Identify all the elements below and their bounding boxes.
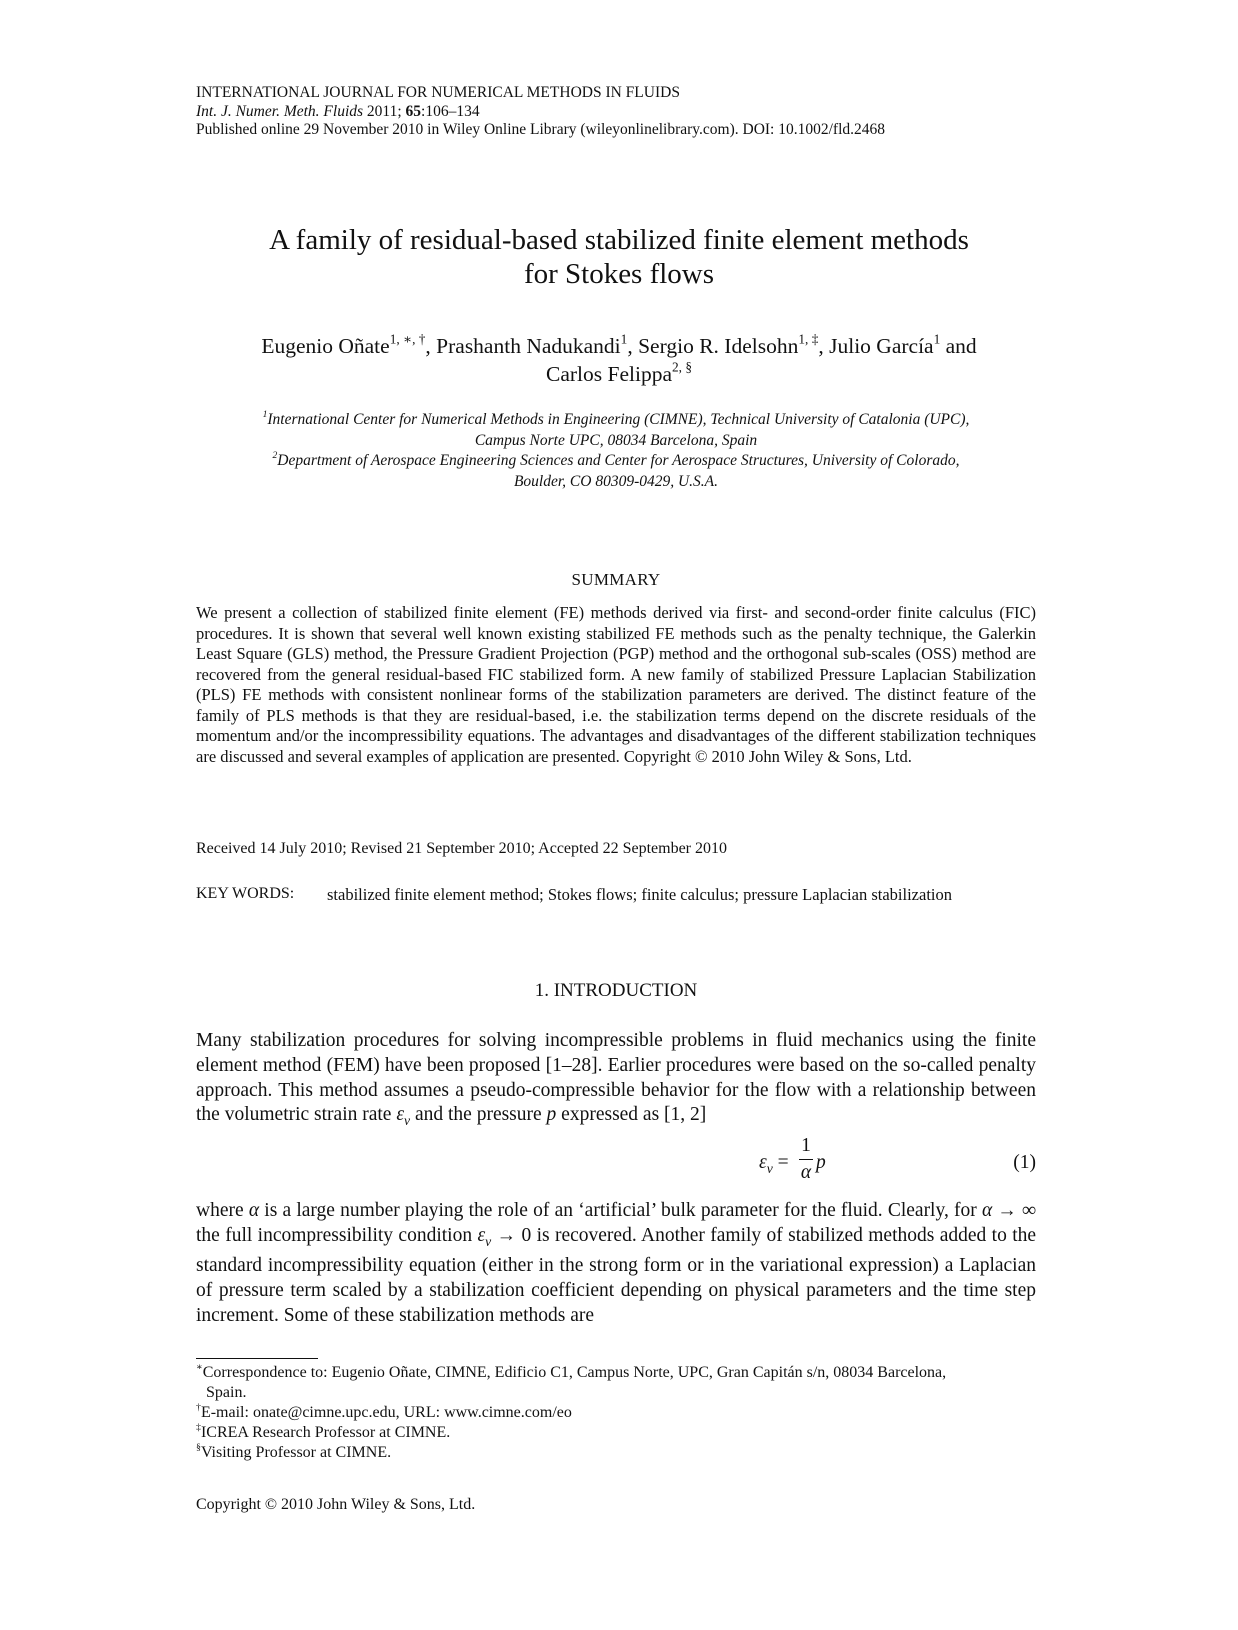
paper-title [150,223,1088,291]
symbol-to-zero: → 0 [491,1224,532,1246]
authors-line-1 [150,332,1088,360]
equation-epsilon: ε [759,1152,767,1173]
author-onate: Eugenio Oñate [261,334,390,358]
equation-lhs [759,1152,789,1177]
copyright-notice: Copyright © 2010 John Wiley & Sons, Ltd. [196,1496,476,1513]
footnote-1-mark: ∗ [196,1361,203,1373]
intro-p1-text-c: expressed as [1, 2] [556,1104,707,1126]
footnote-correspondence-cont: Spain. [206,1384,247,1401]
symbol-p: p [546,1104,557,1126]
author-felippa-marks: 2, § [672,359,692,375]
keywords-label: KEY WORDS: [196,885,295,902]
summary-heading: SUMMARY [571,570,661,589]
intro-p2-text-c: the full incompressibility condition [196,1224,478,1246]
author-felippa: Carlos Felippa [546,362,672,386]
affiliation-2-line-1: Department of Aerospace Engineering Sciences and Center for Aerospace Structures, University of Colorado, [277,452,960,469]
author-garcia-marks: 1 [933,331,941,347]
affiliation-2-line-2: Boulder, CO 80309-0429, U.S.A. [513,472,719,490]
symbol-alpha-to-infinity: α → ∞ [981,1200,1037,1221]
affiliations [196,410,1036,492]
intro-p1-text-b: and the pressure [410,1104,547,1126]
citation-volume: 65 [405,102,422,120]
equation-equals: = [772,1152,789,1173]
symbol-epsilon-v: ε [396,1104,405,1126]
authors-and: and [940,334,977,358]
intro-p1-text-a: Many stabilization procedures for solving incompressible problems in fluid mechanics using the finite element method (FEM) have been proposed [1–28]. Earlier procedures were based on the so-called penalty approach. This method assumes a pseudo-compressible behavior for the flow with a relationship between the volumetric strain rate [196,1030,1036,1126]
footnote-2-mark: † [196,1401,201,1413]
footnote-email [196,1403,1036,1423]
footnote-visiting [196,1443,1036,1463]
fraction-numerator: 1 [801,1135,811,1156]
affiliation-2-mark: 2 [272,450,278,462]
summary-text: We present a collection of stabilized finite element (FE) methods derived via first- and second-order finite calculus (FIC) procedures. It is shown that several well known existing stabilized FE methods such as the penalty technique, the Galerkin Least Square (GLS) method, the Pressure Gradient Projection (PGP) method and the orthogonal sub-scales (OSS) method are recovered from the general residual-based FIC stabilized form. A new family of stabilized Pressure Laplacian Stabilization (PLS) FE methods with consistent nonlinear forms of the stabilization parameters are derived. The distinct feature of the family of PLS methods is that they are residual-based, i.e. the stabilization terms depend on the discrete residuals of the momentum and/or the incompressibility equations. The advantages and disadvantages of the different stabilization techniques are discussed and several examples of application are presented. Copyright © 2010 John Wiley & Sons, Ltd. [196,603,1036,766]
fraction-bar [799,1159,813,1160]
journal-citation [196,103,885,122]
author-list [150,332,1088,388]
citation-journal: Int. J. Numer. Meth. Fluids [196,102,364,120]
footnote-4-text: Visiting Professor at CIMNE. [200,1444,392,1461]
fraction-denominator: α [800,1162,812,1183]
footnotes [196,1363,1036,1463]
publication-info: Published online 29 November 2010 in Wiley Online Library (wileyonlinelibrary.com). DOI: 10.1002/fld.2468 [196,121,886,138]
citation-pages: :106–134 [421,102,480,120]
symbol-alpha: α [248,1200,260,1221]
equation-p: p [816,1152,826,1173]
journal-header [196,84,885,140]
footnote-2-text: E-mail: onate@cimne.upc.edu, URL: www.cimne.com/eo [200,1404,572,1421]
author-garcia: , Julio García [818,334,934,358]
title-line-1: A family of residual-based stabilized finite element methods [269,224,969,256]
affiliation-1-line-1: International Center for Numerical Methods in Engineering (CIMNE), Technical University of Catalonia (UPC), [267,411,970,428]
author-idelsohn-marks: 1, ‡ [798,331,819,347]
intro-p2-text-b: is a large number playing the role of an ‘artificial’ bulk parameter for the fluid. Clearly, for [259,1200,982,1221]
author-idelsohn: , Sergio R. Idelsohn [627,334,799,358]
authors-line-2 [150,360,1088,388]
affiliation-1-line-2: Campus Norte UPC, 08034 Barcelona, Spain [474,431,758,449]
footnote-1-text: Correspondence to: Eugenio Oñate, CIMNE, Edificio C1, Campus Norte, UPC, Gran Capitán s/n, 08034 Barcelona, [202,1364,947,1381]
affiliation-1 [196,410,1036,431]
intro-paragraph-2 [196,1199,1036,1329]
footnote-correspondence [196,1363,1036,1383]
intro-p2-text-a: where [196,1200,249,1221]
equation-1 [196,1135,1036,1196]
footnote-3-mark: ‡ [196,1421,201,1433]
title-line-2: for Stokes flows [523,258,715,290]
author-onate-marks: 1, ∗, † [389,331,426,347]
intro-paragraph-1 [196,1029,1036,1134]
author-nadukandi: , Prashanth Nadukandi [425,334,621,358]
symbol-epsilon-v-sub: v [404,1113,411,1129]
symbol-epsilon-v-2: ε [477,1224,486,1246]
symbol-epsilon-v-2-sub: v [485,1233,492,1249]
footnote-4-mark: § [196,1441,201,1453]
footnote-3-text: ICREA Research Professor at CIMNE. [200,1424,451,1441]
intro-p2-text-d: is recovered. Another family of stabilized methods added to the standard incompressibility equation (either in the strong form or in the variational expression) a Laplacian of pressure term scaled by a stabilization coefficient depending on physical parameters and the time step increment. Some of these stabilization methods are [196,1224,1037,1327]
equation-fraction [799,1134,813,1185]
affiliation-2 [196,451,1036,472]
equation-epsilon-sub: v [766,1160,773,1176]
footnote-rule [196,1358,318,1359]
equation-number: (1) [1013,1152,1036,1173]
section-heading-introduction: 1. INTRODUCTION [534,980,698,1001]
author-nadukandi-marks: 1 [620,331,628,347]
journal-name: INTERNATIONAL JOURNAL FOR NUMERICAL METHODS IN FLUIDS [196,84,680,101]
received-dates: Received 14 July 2010; Revised 21 September 2010; Accepted 22 September 2010 [196,840,727,857]
affiliation-1-mark: 1 [262,409,268,421]
footnote-icrea [196,1423,1036,1443]
keywords-text: stabilized finite element method; Stokes flows; finite calculus; pressure Laplacian stabilization [327,885,952,904]
citation-year: 2011; [363,102,406,120]
